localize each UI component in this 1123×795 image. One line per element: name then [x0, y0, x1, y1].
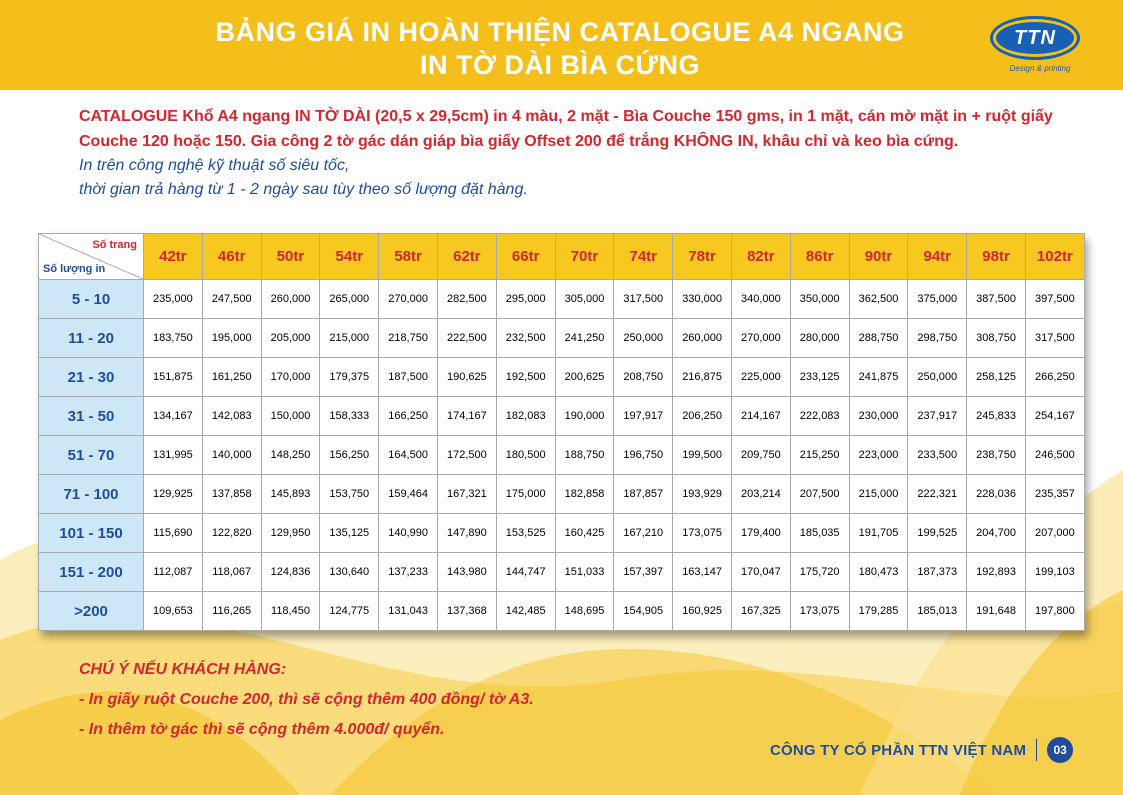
- price-cell: 153,525: [496, 514, 555, 553]
- price-cell: 142,083: [202, 397, 261, 436]
- pages-axis-label: Số trang: [92, 239, 137, 251]
- price-cell: 187,373: [908, 553, 967, 592]
- price-cell: 116,265: [202, 592, 261, 631]
- price-cell: 238,750: [967, 436, 1026, 475]
- price-cell: 163,147: [673, 553, 732, 592]
- column-header-pages: 46tr: [202, 234, 261, 280]
- price-cell: 137,368: [437, 592, 496, 631]
- price-cell: 258,125: [967, 358, 1026, 397]
- quantity-axis-label: Số lượng in: [43, 263, 106, 275]
- price-cell: 216,875: [673, 358, 732, 397]
- price-cell: 317,500: [614, 280, 673, 319]
- price-cell: 197,800: [1025, 592, 1084, 631]
- price-cell: 317,500: [1025, 319, 1084, 358]
- price-cell: 266,250: [1025, 358, 1084, 397]
- price-cell: 185,035: [790, 514, 849, 553]
- price-cell: 254,167: [1025, 397, 1084, 436]
- price-cell: 131,043: [379, 592, 438, 631]
- price-cell: 204,700: [967, 514, 1026, 553]
- row-label-quantity: 11 - 20: [39, 319, 144, 358]
- price-cell: 214,167: [731, 397, 790, 436]
- note-item: - In thêm tờ gác thì sẽ cộng thêm 4.000đ/ quyển.: [79, 721, 445, 738]
- price-cell: 298,750: [908, 319, 967, 358]
- price-cell: 245,833: [967, 397, 1026, 436]
- price-cell: 173,075: [790, 592, 849, 631]
- price-cell: 131,995: [144, 436, 203, 475]
- column-header-pages: 98tr: [967, 234, 1026, 280]
- price-cell: 197,917: [614, 397, 673, 436]
- price-cell: 137,858: [202, 475, 261, 514]
- price-cell: 109,653: [144, 592, 203, 631]
- title-line-2: IN TỜ DÀI BÌA CỨNG: [420, 50, 700, 80]
- column-header-pages: 74tr: [614, 234, 673, 280]
- table-corner-cell: [39, 234, 144, 280]
- price-cell: 156,250: [320, 436, 379, 475]
- price-cell: 143,980: [437, 553, 496, 592]
- price-cell: 199,500: [673, 436, 732, 475]
- price-cell: 148,695: [555, 592, 614, 631]
- price-cell: 191,705: [849, 514, 908, 553]
- delivery-note: thời gian trả hàng từ 1 - 2 ngày sau tùy theo số lượng đặt hàng.: [79, 181, 528, 198]
- price-table: [38, 233, 1085, 631]
- table-body: [39, 280, 1085, 631]
- row-label-quantity: 101 - 150: [39, 514, 144, 553]
- price-cell: 175,000: [496, 475, 555, 514]
- price-cell: 160,925: [673, 592, 732, 631]
- price-cell: 209,750: [731, 436, 790, 475]
- row-label-quantity: 21 - 30: [39, 358, 144, 397]
- price-cell: 115,690: [144, 514, 203, 553]
- price-cell: 167,325: [731, 592, 790, 631]
- price-cell: 173,075: [673, 514, 732, 553]
- price-cell: 222,083: [790, 397, 849, 436]
- price-cell: 124,775: [320, 592, 379, 631]
- price-cell: 192,500: [496, 358, 555, 397]
- price-cell: 308,750: [967, 319, 1026, 358]
- price-cell: 190,625: [437, 358, 496, 397]
- footer: [770, 735, 1073, 765]
- price-cell: 241,250: [555, 319, 614, 358]
- table-row: [39, 553, 1085, 592]
- price-cell: 340,000: [731, 280, 790, 319]
- price-cell: 222,321: [908, 475, 967, 514]
- price-cell: 170,047: [731, 553, 790, 592]
- price-cell: 147,890: [437, 514, 496, 553]
- price-cell: 232,500: [496, 319, 555, 358]
- price-cell: 241,875: [849, 358, 908, 397]
- notes-title: CHÚ Ý NẾU KHÁCH HÀNG:: [79, 661, 287, 678]
- price-cell: 180,500: [496, 436, 555, 475]
- column-header-pages: 82tr: [731, 234, 790, 280]
- price-cell: 191,648: [967, 592, 1026, 631]
- price-cell: 151,033: [555, 553, 614, 592]
- product-description: CATALOGUE Khổ A4 ngang IN TỜ DÀI (20,5 x 29,5cm) in 4 màu, 2 mặt - Bìa Couche 150 gms, in 1 mặt, cán mờ mặt in + ruột giấy Couche 120 hoặc 150. Gia công 2 tờ gác dán giáp bìa giấy Offset 200 để trắng KHÔNG IN, khâu chỉ và keo bìa cứng.: [79, 108, 1053, 150]
- price-cell: 233,125: [790, 358, 849, 397]
- price-cell: 112,087: [144, 553, 203, 592]
- tech-note: In trên công nghệ kỹ thuật số siêu tốc,: [79, 157, 350, 174]
- table-row: [39, 592, 1085, 631]
- price-cell: 207,500: [790, 475, 849, 514]
- price-cell: 270,000: [379, 280, 438, 319]
- price-cell: 233,500: [908, 436, 967, 475]
- price-cell: 200,625: [555, 358, 614, 397]
- price-cell: 179,375: [320, 358, 379, 397]
- price-cell: 235,000: [144, 280, 203, 319]
- logo-tagline: Design & printing: [1009, 64, 1071, 73]
- row-label-quantity: 71 - 100: [39, 475, 144, 514]
- price-cell: 151,875: [144, 358, 203, 397]
- column-header-pages: 86tr: [790, 234, 849, 280]
- price-cell: 270,000: [731, 319, 790, 358]
- price-cell: 196,750: [614, 436, 673, 475]
- price-cell: 260,000: [673, 319, 732, 358]
- price-cell: 330,000: [673, 280, 732, 319]
- column-header-pages: 50tr: [261, 234, 320, 280]
- price-cell: 137,233: [379, 553, 438, 592]
- table-row: [39, 358, 1085, 397]
- column-header-pages: 42tr: [144, 234, 203, 280]
- price-cell: 129,925: [144, 475, 203, 514]
- title-line-1: BẢNG GIÁ IN HOÀN THIỆN CATALOGUE A4 NGANG: [215, 17, 905, 47]
- price-table-container: [38, 233, 1084, 631]
- page-number-badge: 03: [1047, 737, 1073, 763]
- row-label-quantity: 51 - 70: [39, 436, 144, 475]
- price-cell: 157,397: [614, 553, 673, 592]
- price-cell: 150,000: [261, 397, 320, 436]
- price-cell: 170,000: [261, 358, 320, 397]
- price-cell: 130,640: [320, 553, 379, 592]
- price-cell: 215,000: [320, 319, 379, 358]
- price-cell: 215,250: [790, 436, 849, 475]
- price-cell: 185,013: [908, 592, 967, 631]
- price-cell: 158,333: [320, 397, 379, 436]
- price-cell: 207,000: [1025, 514, 1084, 553]
- price-cell: 122,820: [202, 514, 261, 553]
- price-cell: 215,000: [849, 475, 908, 514]
- price-cell: 118,450: [261, 592, 320, 631]
- column-header-pages: 70tr: [555, 234, 614, 280]
- price-cell: 230,000: [849, 397, 908, 436]
- price-cell: 205,000: [261, 319, 320, 358]
- price-cell: 247,500: [202, 280, 261, 319]
- price-cell: 195,000: [202, 319, 261, 358]
- table-row: [39, 397, 1085, 436]
- price-cell: 135,125: [320, 514, 379, 553]
- price-cell: 206,250: [673, 397, 732, 436]
- price-cell: 260,000: [261, 280, 320, 319]
- price-cell: 179,400: [731, 514, 790, 553]
- table-header-row: [39, 234, 1085, 280]
- price-cell: 265,000: [320, 280, 379, 319]
- price-cell: 148,250: [261, 436, 320, 475]
- price-cell: 174,167: [437, 397, 496, 436]
- column-header-pages: 78tr: [673, 234, 732, 280]
- column-header-pages: 58tr: [379, 234, 438, 280]
- price-cell: 144,747: [496, 553, 555, 592]
- price-cell: 203,214: [731, 475, 790, 514]
- column-header-pages: 62tr: [437, 234, 496, 280]
- logo-text: TTN: [996, 22, 1074, 54]
- price-cell: 222,500: [437, 319, 496, 358]
- price-cell: 225,000: [731, 358, 790, 397]
- price-cell: 280,000: [790, 319, 849, 358]
- price-cell: 164,500: [379, 436, 438, 475]
- column-header-pages: 94tr: [908, 234, 967, 280]
- table-row: [39, 319, 1085, 358]
- price-cell: 305,000: [555, 280, 614, 319]
- price-cell: 250,000: [614, 319, 673, 358]
- column-header-pages: 66tr: [496, 234, 555, 280]
- price-cell: 199,103: [1025, 553, 1084, 592]
- table-row: [39, 475, 1085, 514]
- price-cell: 140,990: [379, 514, 438, 553]
- price-cell: 187,857: [614, 475, 673, 514]
- price-cell: 129,950: [261, 514, 320, 553]
- price-cell: 235,357: [1025, 475, 1084, 514]
- header-banner: [0, 0, 1123, 90]
- price-cell: 124,836: [261, 553, 320, 592]
- price-cell: 187,500: [379, 358, 438, 397]
- column-header-pages: 90tr: [849, 234, 908, 280]
- row-label-quantity: >200: [39, 592, 144, 631]
- price-cell: 179,285: [849, 592, 908, 631]
- price-cell: 175,720: [790, 553, 849, 592]
- price-cell: 167,321: [437, 475, 496, 514]
- price-cell: 375,000: [908, 280, 967, 319]
- intro-section: [79, 104, 1054, 202]
- price-cell: 218,750: [379, 319, 438, 358]
- price-cell: 159,464: [379, 475, 438, 514]
- column-header-pages: 102tr: [1025, 234, 1084, 280]
- price-cell: 182,858: [555, 475, 614, 514]
- ttn-logo: [990, 12, 1082, 78]
- price-cell: 192,893: [967, 553, 1026, 592]
- price-cell: 190,000: [555, 397, 614, 436]
- price-cell: 118,067: [202, 553, 261, 592]
- column-header-pages: 54tr: [320, 234, 379, 280]
- row-label-quantity: 151 - 200: [39, 553, 144, 592]
- price-cell: 134,167: [144, 397, 203, 436]
- price-cell: 193,929: [673, 475, 732, 514]
- price-cell: 180,473: [849, 553, 908, 592]
- table-row: [39, 280, 1085, 319]
- price-cell: 282,500: [437, 280, 496, 319]
- price-cell: 167,210: [614, 514, 673, 553]
- price-cell: 161,250: [202, 358, 261, 397]
- price-cell: 140,000: [202, 436, 261, 475]
- price-cell: 145,893: [261, 475, 320, 514]
- price-cell: 183,750: [144, 319, 203, 358]
- notes-section: [79, 655, 534, 745]
- company-name: CÔNG TY CỔ PHẦN TTN VIỆT NAM: [770, 741, 1027, 759]
- price-cell: 237,917: [908, 397, 967, 436]
- table-row: [39, 514, 1085, 553]
- price-cell: 288,750: [849, 319, 908, 358]
- price-cell: 188,750: [555, 436, 614, 475]
- page-title: [120, 16, 1000, 82]
- price-cell: 182,083: [496, 397, 555, 436]
- price-cell: 250,000: [908, 358, 967, 397]
- price-cell: 142,485: [496, 592, 555, 631]
- price-cell: 295,000: [496, 280, 555, 319]
- note-item: - In giấy ruột Couche 200, thì sẽ cộng thêm 400 đồng/ tờ A3.: [79, 691, 534, 708]
- logo-oval: [990, 16, 1080, 60]
- price-cell: 172,500: [437, 436, 496, 475]
- price-cell: 350,000: [790, 280, 849, 319]
- price-cell: 154,905: [614, 592, 673, 631]
- price-cell: 166,250: [379, 397, 438, 436]
- price-cell: 397,500: [1025, 280, 1084, 319]
- table-row: [39, 436, 1085, 475]
- price-cell: 223,000: [849, 436, 908, 475]
- footer-divider: [1036, 739, 1037, 761]
- price-cell: 387,500: [967, 280, 1026, 319]
- price-cell: 228,036: [967, 475, 1026, 514]
- row-label-quantity: 5 - 10: [39, 280, 144, 319]
- row-label-quantity: 31 - 50: [39, 397, 144, 436]
- price-cell: 246,500: [1025, 436, 1084, 475]
- price-cell: 199,525: [908, 514, 967, 553]
- price-cell: 362,500: [849, 280, 908, 319]
- price-cell: 208,750: [614, 358, 673, 397]
- price-cell: 160,425: [555, 514, 614, 553]
- price-cell: 153,750: [320, 475, 379, 514]
